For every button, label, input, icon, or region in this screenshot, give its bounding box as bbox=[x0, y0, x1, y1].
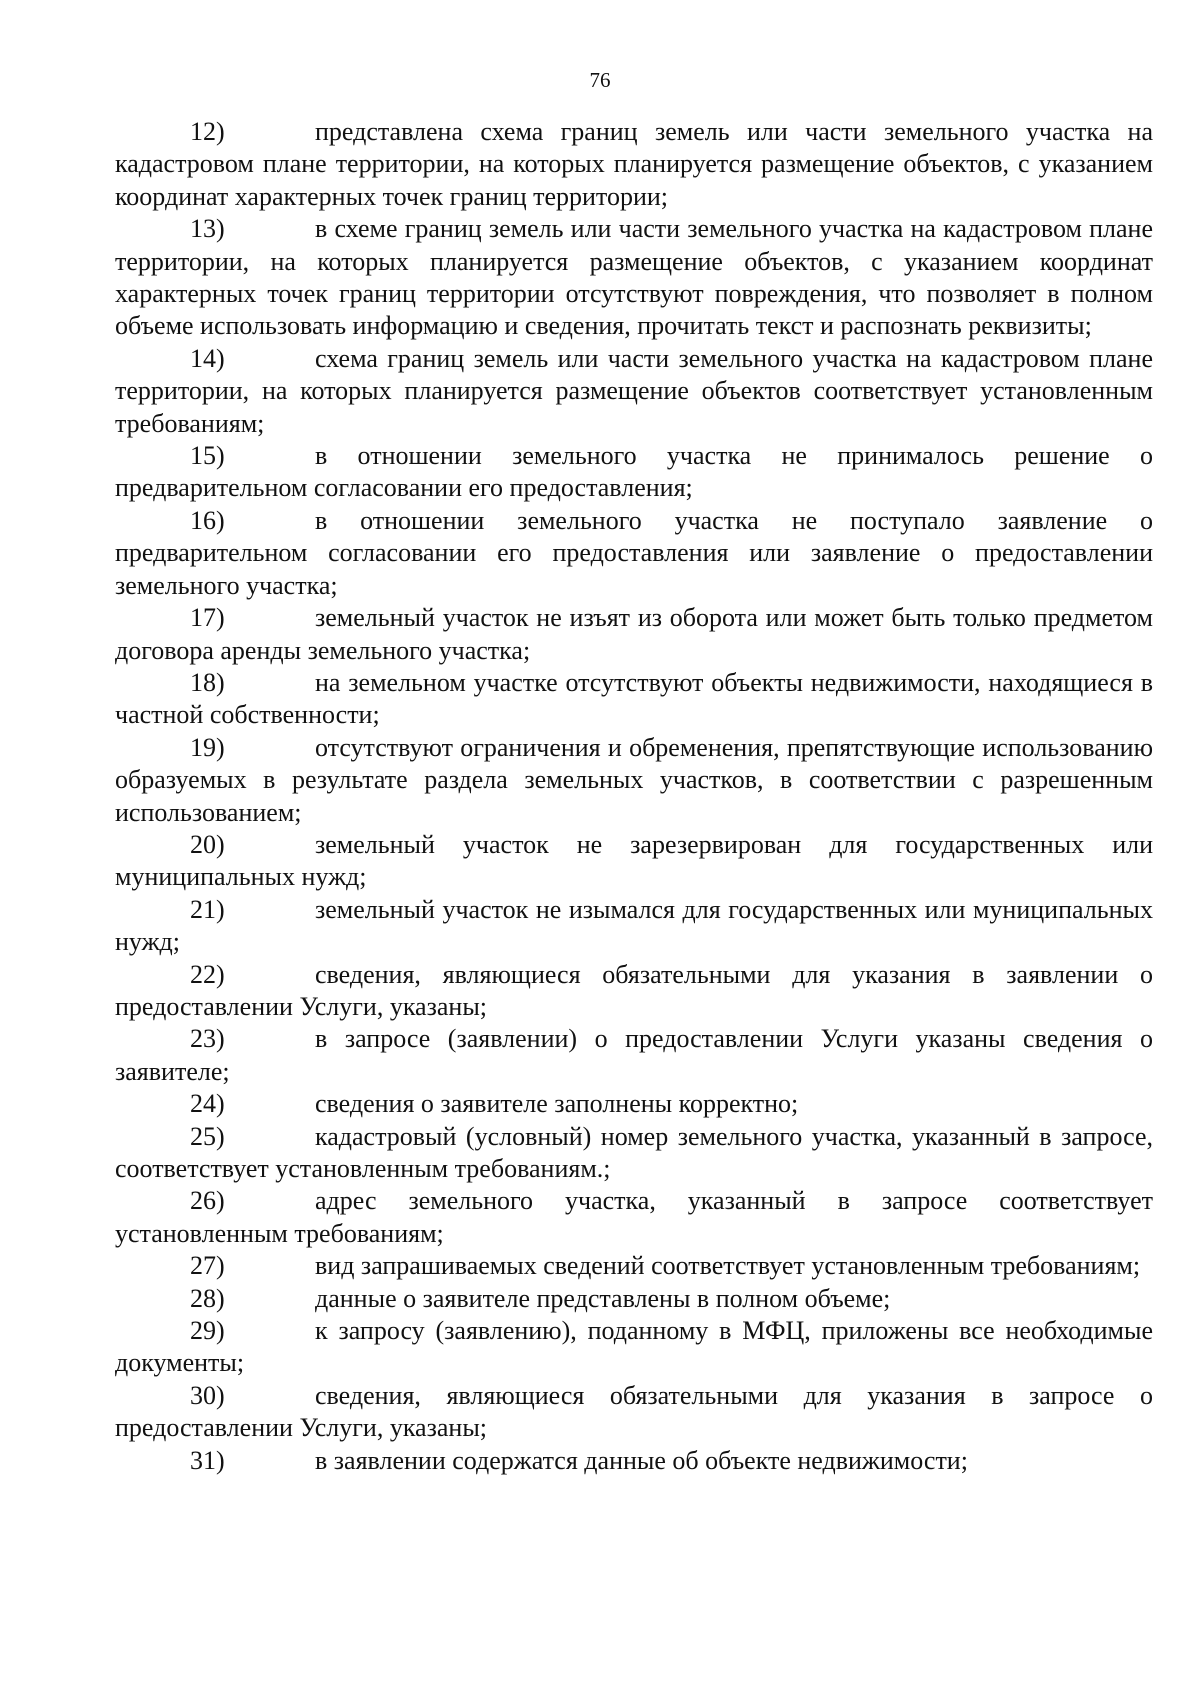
list-item bbox=[115, 829, 1153, 894]
list-item-text: представлена схема границ земель или части земельного участка на кадастровом плане территории, на которых планируется размещение объектов, с указанием координат характерных точек границ территории; bbox=[115, 117, 1153, 211]
list-item-number: 18) bbox=[190, 667, 225, 697]
list-item-text: в схеме границ земель или части земельного участка на кадастровом плане территории, на которых планируется размещение объектов, с указанием координат характерных точек границ территории отсутствуют повреждения, что позволяет в полном объеме использовать информацию и сведения, прочитать текст и распознать реквизиты; bbox=[115, 214, 1153, 341]
list-item bbox=[115, 1088, 1153, 1120]
list-item bbox=[115, 440, 1153, 505]
list-item-number: 13) bbox=[190, 214, 225, 244]
list-item-number: 14) bbox=[190, 343, 225, 373]
list-item-text: в запросе (заявлении) о предоставлении Услуги указаны сведения о заявителе; bbox=[115, 1024, 1153, 1086]
list-item-number: 30) bbox=[190, 1380, 225, 1410]
list-item-number: 20) bbox=[190, 829, 225, 859]
list-item bbox=[115, 959, 1153, 1024]
list-item bbox=[115, 894, 1153, 959]
list-item-text: адрес земельного участка, указанный в запросе соответствует установленным требованиям; bbox=[115, 1186, 1153, 1248]
list-item-number: 26) bbox=[190, 1186, 225, 1216]
list-item-number: 12) bbox=[190, 117, 225, 146]
list-item bbox=[115, 667, 1153, 732]
list-item-number: 19) bbox=[190, 732, 225, 762]
list-item bbox=[115, 343, 1153, 440]
list-item-text: в отношении земельного участка не поступало заявление о предварительном согласовании его предоставления или заявление о предоставлении земельного участка; bbox=[115, 505, 1153, 600]
list-item bbox=[115, 505, 1153, 602]
list-item-text: кадастровый (условный) номер земельного участка, указанный в запросе, соответствует установленным требованиям.; bbox=[115, 1121, 1153, 1183]
list-item-number: 31) bbox=[190, 1445, 225, 1475]
list-item-text: в отношении земельного участка не принималось решение о предварительном согласовании его предоставления; bbox=[115, 441, 1153, 503]
list-item-text: вид запрашиваемых сведений соответствует установленным требованиям; bbox=[315, 1251, 1141, 1281]
list-item bbox=[115, 1121, 1153, 1186]
list-item-text: сведения о заявителе заполнены корректно; bbox=[315, 1089, 799, 1119]
list-item-text: на земельном участке отсутствуют объекты недвижимости, находящиеся в частной собственности; bbox=[115, 667, 1153, 730]
list-item-number: 25) bbox=[190, 1121, 225, 1151]
list-item bbox=[115, 1445, 1153, 1477]
list-item-text: земельный участок не изъят из оборота или может быть только предметом договора аренды земельного участка; bbox=[115, 603, 1153, 665]
list-item-text: данные о заявителе представлены в полном объеме; bbox=[315, 1283, 891, 1313]
list-item bbox=[115, 116, 1153, 213]
list-item bbox=[115, 732, 1153, 829]
list-item-number: 24) bbox=[190, 1089, 225, 1119]
list-item bbox=[115, 1185, 1153, 1250]
list-item-text: в заявлении содержатся данные об объекте недвижимости; bbox=[315, 1445, 968, 1475]
list-item-text: схема границ земель или части земельного участка на кадастровом плане территории, на которых планируется размещение объектов соответствует установленным требованиям; bbox=[115, 343, 1153, 438]
list-item-number: 23) bbox=[190, 1024, 225, 1054]
list-item-text: отсутствуют ограничения и обременения, препятствующие использованию образуемых в результате раздела земельных участков, в соответствии с разрешенным использованием; bbox=[115, 732, 1153, 827]
list-item-number: 17) bbox=[190, 603, 225, 633]
list-item-number: 21) bbox=[190, 894, 225, 924]
list-item bbox=[115, 1250, 1153, 1282]
page-number: 76 bbox=[589, 68, 611, 92]
list-item bbox=[115, 602, 1153, 667]
list-item-number: 27) bbox=[190, 1251, 225, 1281]
document-body bbox=[115, 116, 1153, 1477]
list-item-number: 15) bbox=[190, 441, 225, 471]
list-item-text: земельный участок не зарезервирован для государственных или муниципальных нужд; bbox=[115, 829, 1153, 892]
list-item-text: сведения, являющиеся обязательными для указания в запросе о предоставлении Услуги, указаны; bbox=[115, 1380, 1153, 1443]
list-item bbox=[115, 213, 1153, 343]
list-item bbox=[115, 1315, 1153, 1380]
list-item-number: 16) bbox=[190, 505, 225, 535]
list-item-number: 28) bbox=[190, 1283, 225, 1313]
list-item bbox=[115, 1380, 1153, 1445]
list-item-number: 29) bbox=[190, 1316, 225, 1346]
list-item-text: земельный участок не изымался для государственных или муниципальных нужд; bbox=[115, 894, 1153, 957]
list-item-number: 22) bbox=[190, 959, 225, 989]
list-item bbox=[115, 1283, 1153, 1315]
list-item-text: сведения, являющиеся обязательными для указания в заявлении о предоставлении Услуги, указаны; bbox=[115, 959, 1153, 1021]
list-item bbox=[115, 1023, 1153, 1088]
list-item-text: к запросу (заявлению), поданному в МФЦ, приложены все необходимые документы; bbox=[115, 1316, 1153, 1378]
